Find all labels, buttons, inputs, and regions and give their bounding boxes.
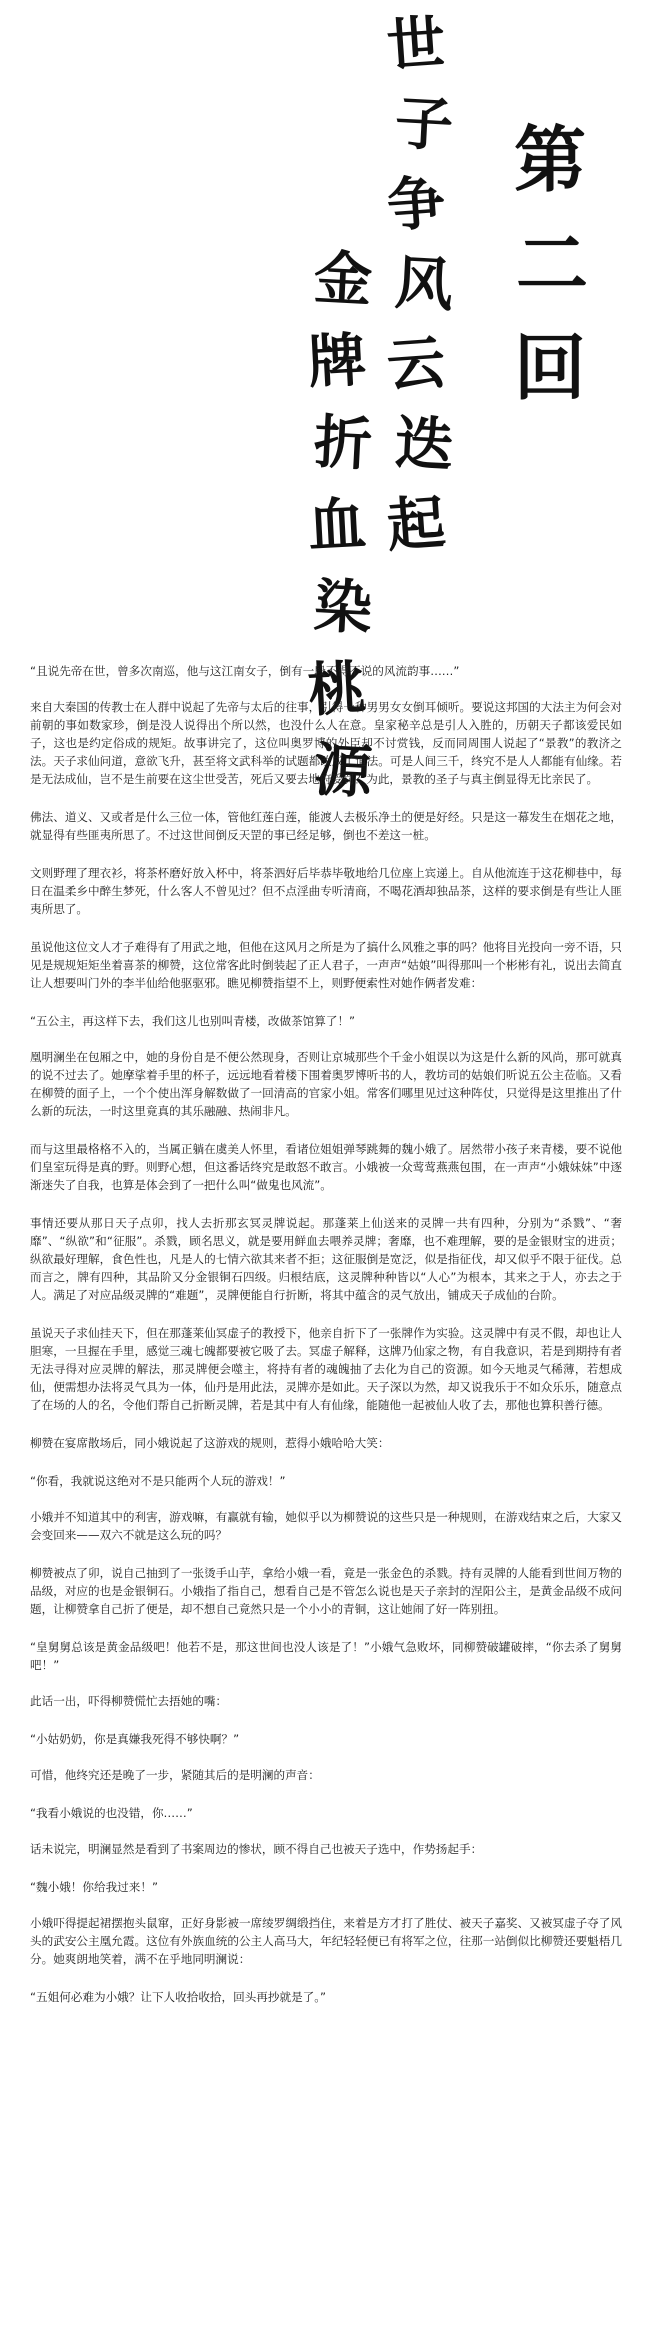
title-char: 折 <box>312 407 374 479</box>
paragraph: “我看小娥说的也没错，你……” <box>30 1806 193 1820</box>
title-char: 染 <box>312 571 374 643</box>
title-char: 风 <box>393 248 455 320</box>
paragraph: “小姑奶奶，你是真嫌我死得不够快啊？” <box>30 1732 240 1746</box>
paragraph: 小娥并不知道其中的利害，游戏嘛，有赢就有输，她似乎以为柳赞说的这些只是一种规则，在游戏结束之后，大家又会变回来——双六不就是这么玩的吗？ <box>30 1510 622 1542</box>
paragraph: “且说先帝在世，曾多次南巡，他与这江南女子，倒有一段不得不说的风流韵事……” <box>30 664 460 678</box>
title-char: 第 <box>513 117 586 202</box>
paragraph: “魏小娥！你给我过来！” <box>30 1880 158 1894</box>
paragraph: 此话一出，吓得柳赞慌忙去捂她的嘴： <box>30 1694 228 1708</box>
paragraph: “皇舅舅总该是黄金品级吧！他若不是，那这世间也没人该是了！”小娥气急败坏，同柳赞破罐破摔，“你去杀了舅舅吧！” <box>30 1640 622 1672</box>
title-char: 子 <box>393 88 455 160</box>
title-char: 牌 <box>306 325 368 397</box>
title-char: 世 <box>384 8 448 80</box>
paragraph: 小娥吓得提起裙摆抱头鼠窜，正好身影被一席绫罗绸缎挡住，来着是方才打了胜仗、被天子嘉奖、又被冥虚子夺了风头的武安公主凰允霞。这位有外族血统的公主人高马大，年纪轻轻便已有将军之位，往那一站倒似比柳赞还要魁梧几分。她爽朗地笑着，满不在乎地同明澜说： <box>30 1916 622 1966</box>
title-char: 二 <box>515 221 588 306</box>
paragraph: “你看，我就说这绝对不是只能两个人玩的游戏！” <box>30 1474 286 1488</box>
title-char: 起 <box>384 488 448 560</box>
title-char: 源 <box>312 735 374 807</box>
title-char: 血 <box>306 489 368 561</box>
paragraph: 而与这里最格格不入的，当属正躺在虞美人怀里，看诸位姐姐弹琴跳舞的魏小娥了。居然带小孩子来青楼，要不说他们皇室玩得是真的野。则野心想，但这番话终究是敢怒不敢言。小娥被一众莺莺燕燕包围，在一声声“小娥妹妹”中逐渐迷失了自我，也算是体会到了一把什么叫“做鬼也风流”。 <box>30 1142 622 1192</box>
paragraph: 凰明澜坐在包厢之中，她的身份自是不便公然现身，否则让京城那些个千金小姐误以为这是什么新的风尚，那可就真的说不过去了。她摩挲着手里的杯子，远远地看着楼下围着奥罗博听书的人，教坊司的姑娘们听说五公主莅临。又看在柳赞的面子上，一个个使出浑身解数做了一回清高的官家小姐。常客们哪里见过这种阵仗，只觉得是这里推出了什么新的玩法，一时这里竟真的其乐融融、热闹非凡。 <box>30 1050 622 1118</box>
paragraph: 虽说天子求仙挂天下，但在那蓬莱仙冥虚子的教授下，他亲自折下了一张牌作为实验。这灵牌中有灵不假，却也让人胆寒，一旦握在手里，感觉三魂七魄都要被它吸了去。冥虚子解释，这牌乃仙家之物，有自我意识，若是到期持有者无法寻得对应灵牌的解法，那灵牌便会噬主，将持有者的魂魄抽了去化为自己的资源。如今天地灵气稀薄，若想成仙，便需想办法将灵气具为一体，仙丹是用此法，灵牌亦是如此。天子深以为然，却又说我乐于不如众乐乐，随意点了在场的人的名，令他们帮自己折断灵牌，若是其中有人有仙缘，能随他一起被仙人收了去，那他也算积善行德。 <box>30 1326 622 1412</box>
paragraph: 佛法、道义、又或者是什么三位一体，管他红莲白莲，能渡人去极乐净土的便是好经。只是这一幕发生在烟花之地，就显得有些匪夷所思了。不过这世间倒反天罡的事已经足够，倒也不差这一桩。 <box>30 810 622 842</box>
chapter-number <box>510 108 590 420</box>
paragraph: 事情还要从那日天子点卯，找人去折那玄冥灵牌说起。那蓬莱上仙送来的灵牌一共有四种，分别为“杀戮”、“奢靡”、“纵欲”和“征服”。杀戮，顾名思义，就是要用鲜血去喂养灵牌；奢靡，也不难理解，要的是金银财宝的进贡；纵欲最好理解，食色性也，凡是人的七情六欲其来者不拒；这征服倒是宽泛，似是指征伐，却又似乎不限于征伐。总而言之，牌有四种，其品阶又分金银铜石四级。归根结底，这灵牌种种皆以“人心”为根本，其来之于人，亦去之于人。满足了对应品级灵牌的“难题”，灵牌便能自行折断，将其中蕴含的灵气放出，铺成天子成仙的台阶。 <box>30 1216 622 1302</box>
paragraph: “五姐何必难为小娥？让下人收拾收拾，回头再抄就是了。” <box>30 1990 327 2004</box>
title-char: 争 <box>384 168 448 240</box>
title-char: 云 <box>384 328 448 400</box>
paragraph: 可惜，他终究还是晚了一步，紧随其后的是明澜的声音： <box>30 1768 320 1782</box>
paragraph: “五公主，再这样下去，我们这儿也别叫青楼，改做茶馆算了！” <box>30 1014 356 1028</box>
main-title <box>380 4 460 564</box>
paragraph: 话未说完，明澜显然是看到了书案周边的惨状，顾不得自己也被天子选中，作势扬起手： <box>30 1842 483 1856</box>
title-char: 回 <box>513 325 586 410</box>
chapter-body <box>30 662 622 2024</box>
paragraph: 文则野理了理衣衫，将茶杯磨好放入杯中，将茶泗好后毕恭毕敬地给几位座上宾递上。自从他流连于这花柳巷中，每日在温柔乡中醉生梦死，什么客人不曾见过？但不点淫曲专听清商，不喝花酒却独品茶，这样的要求倒是有些让人匪夷所思了。 <box>30 866 622 916</box>
paragraph: 虽说他这位文人才子难得有了用武之地，但他在这风月之所是为了搞什么风雅之事的吗？他将目光投向一旁不语，只见是规规矩矩坐着喜茶的柳赞，这位常客此时倒装起了正人君子，一声声“姑娘”叫得那叫一个彬彬有礼，说出去简直让人想要叫门外的李半仙给他驱驱邪。瞧见柳赞指望不上，则野便索性对她作俩者发难： <box>30 940 622 990</box>
title-char: 桃 <box>306 653 368 725</box>
title-char: 迭 <box>393 408 455 480</box>
paragraph: 柳赞被点了卯，说自己抽到了一张烫手山芋，拿给小娥一看，竟是一张金色的杀戮。持有灵牌的人能看到世间万物的品级，对应的也是金银铜石。小娥指了指自己，想看自己是不管怎么说也是天子亲封的涅阳公主，是黄金品级不成问题，让柳赞拿自己折了便是，却不想自己竟然只是一个小小的青铜，这让她闹了好一阵别扭。 <box>30 1566 622 1616</box>
paragraph: 柳赞在宴席散场后，同小娥说起了这游戏的规则，惹得小娥哈哈大笑： <box>30 1436 390 1450</box>
title-char: 金 <box>312 243 374 315</box>
paragraph: 来自大秦国的传教士在人群中说起了先帝与太后的往事，引得一种男男女女倒耳倾听。要说这邦国的大法主为何会对前朝的事如数家珍，倒是没人说得出个所以然，也没什么人在意。皇家秘辛总是引人入胜的，历朝天子都该爱民如子，这也是约定俗成的规矩。故事讲完了，这位叫奥罗博的外臣却不讨赏钱，反而同周围人说起了“景教”的教济之法。天子求仙问道，意欲飞升，甚至将文武科举的试题都改成了道法。可是人间三千，终究不是人人都能有仙缘。若是无法成仙，岂不是生前要在这尘世受苦，死后又要去地府受罚？为此，景教的圣子与真主倒显得无比亲民了。 <box>30 700 622 786</box>
